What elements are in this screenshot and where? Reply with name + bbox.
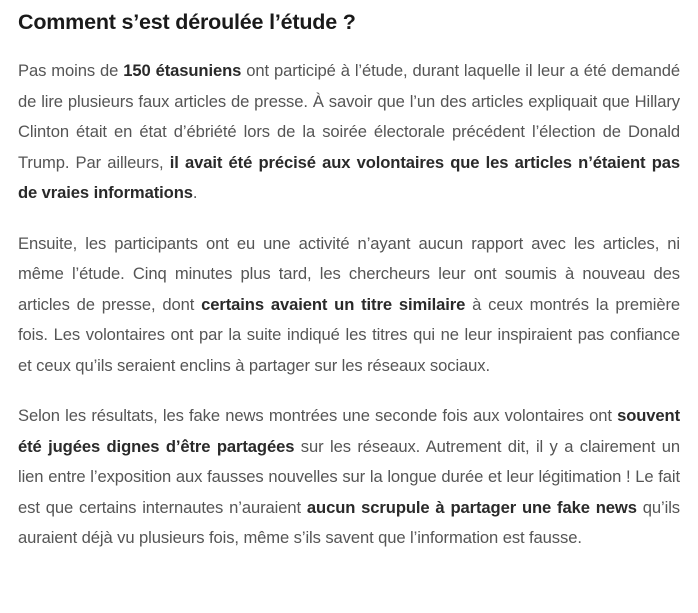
text-run: Selon les résultats, les fake news montrées une seconde fois aux volontaires ont: [18, 406, 618, 425]
bold-text-run: souvent été jugées dignes d’être partagées: [18, 406, 680, 456]
text-run: sur les réseaux. Autrement dit, il y a clairement un lien entre l’exposition aux fausses nouvelles sur la longue durée et leur légitimation ! Le fait est que certains internautes n’auraient: [18, 436, 680, 517]
article-body: [18, 0, 680, 554]
text-run: Pas moins de: [18, 61, 124, 80]
bold-text-run: 150 étasuniens: [123, 61, 242, 80]
text-run: .: [192, 183, 198, 202]
text-run: qu’ils auraient déjà vu plusieurs fois, même s’ils savent que l’information est fausse.: [18, 497, 680, 547]
section-heading: Comment s’est déroulée l’étude ?: [18, 10, 356, 34]
paragraph-2: [18, 229, 680, 382]
bold-text-run: certains avaient un titre similaire: [201, 294, 466, 314]
paragraph-1: [18, 56, 680, 209]
text-run: Ensuite, les participants ont eu une activité n’ayant aucun rapport avec les articles, ni même l’étude. Cinq minutes plus tard, les chercheurs leur ont soumis à nouveau des articles de presse, dont: [18, 233, 680, 314]
text-run: ont participé à l’étude, durant laquelle il leur a été demandé de lire plusieurs faux articles de presse. À savoir que l’un des articles expliquait que Hillary Clinton était en état d’ébriété lors de la soirée électorale précédent l’élection de Donald Trump. Par ailleurs,: [18, 61, 680, 172]
text-run: à ceux montrés la première fois. Les volontaires ont par la suite indiqué les titres qui ne leur inspiraient pas confiance et ceux qu’ils seraient enclins à partager sur les réseaux sociaux.: [18, 294, 681, 375]
bold-text-run: aucun scrupule à partager une fake news: [306, 497, 637, 517]
bold-text-run: il avait été précisé aux volontaires que les articles n’étaient pas de vraies informations: [18, 152, 680, 202]
paragraph-3: [18, 401, 680, 554]
